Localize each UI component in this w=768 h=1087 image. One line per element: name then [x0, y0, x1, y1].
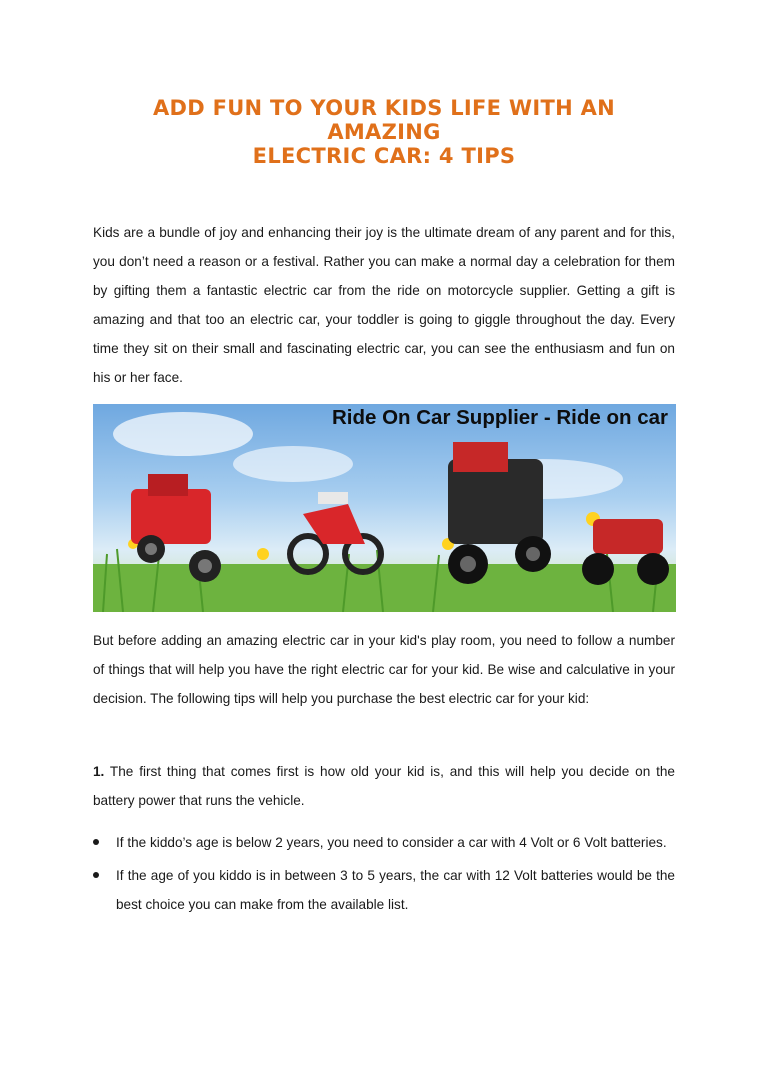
- red-motorbike-icon: [290, 492, 381, 572]
- bullet-text: If the kiddo’s age is below 2 years, you need to consider a car with 4 Volt or 6 Volt batteries.: [116, 835, 667, 850]
- intro-paragraph: Kids are a bundle of joy and enhancing their joy is the ultimate dream of any parent and for this, you don’t need a reason or a festival. Rather you can make a normal day a celebration for them by gifting them a fantastic electric car from the ride on motorcycle supplier. Getting a gift is amazing and that too an electric car, your toddler is going to giggle throughout the day. Every time they sit on their small and fascinating electric car, you can see the enthusiasm and fun on his or her face.: [93, 225, 675, 385]
- before-paragraph: But before adding an amazing electric car in your kid's play room, you need to follow a number of things that will help you have the right electric car for your kid. Be wise and calculative in your decision. The following tips will help you purchase the best electric car for your kid:: [93, 633, 675, 706]
- ride-on-car-banner-image: [93, 404, 676, 612]
- list-item: [93, 861, 675, 919]
- list-item: [93, 828, 675, 857]
- title-line-2: ELECTRIC CAR: 4 TIPS: [252, 144, 516, 168]
- tip-1-number: 1.: [93, 764, 105, 779]
- banner-caption: Ride On Car Supplier - Ride on car: [331, 406, 668, 429]
- battery-bullet-list: [93, 828, 675, 923]
- black-jeep-icon: [448, 442, 551, 584]
- bullet-text: If the age of you kiddo is in between 3 to 5 years, the car with 12 Volt batteries would be the best choice you can make from the available list.: [116, 868, 675, 912]
- tip-1-paragraph: [93, 757, 675, 815]
- bullet-icon: [93, 872, 99, 878]
- banner-illustration: [93, 404, 676, 612]
- title-line-1: ADD FUN TO YOUR KIDS LIFE WITH AN AMAZING: [152, 96, 616, 144]
- tip-1-text: The first thing that comes first is how old your kid is, and this will help you decide on the battery power that runs the vehicle.: [93, 764, 675, 808]
- bullet-icon: [93, 839, 99, 845]
